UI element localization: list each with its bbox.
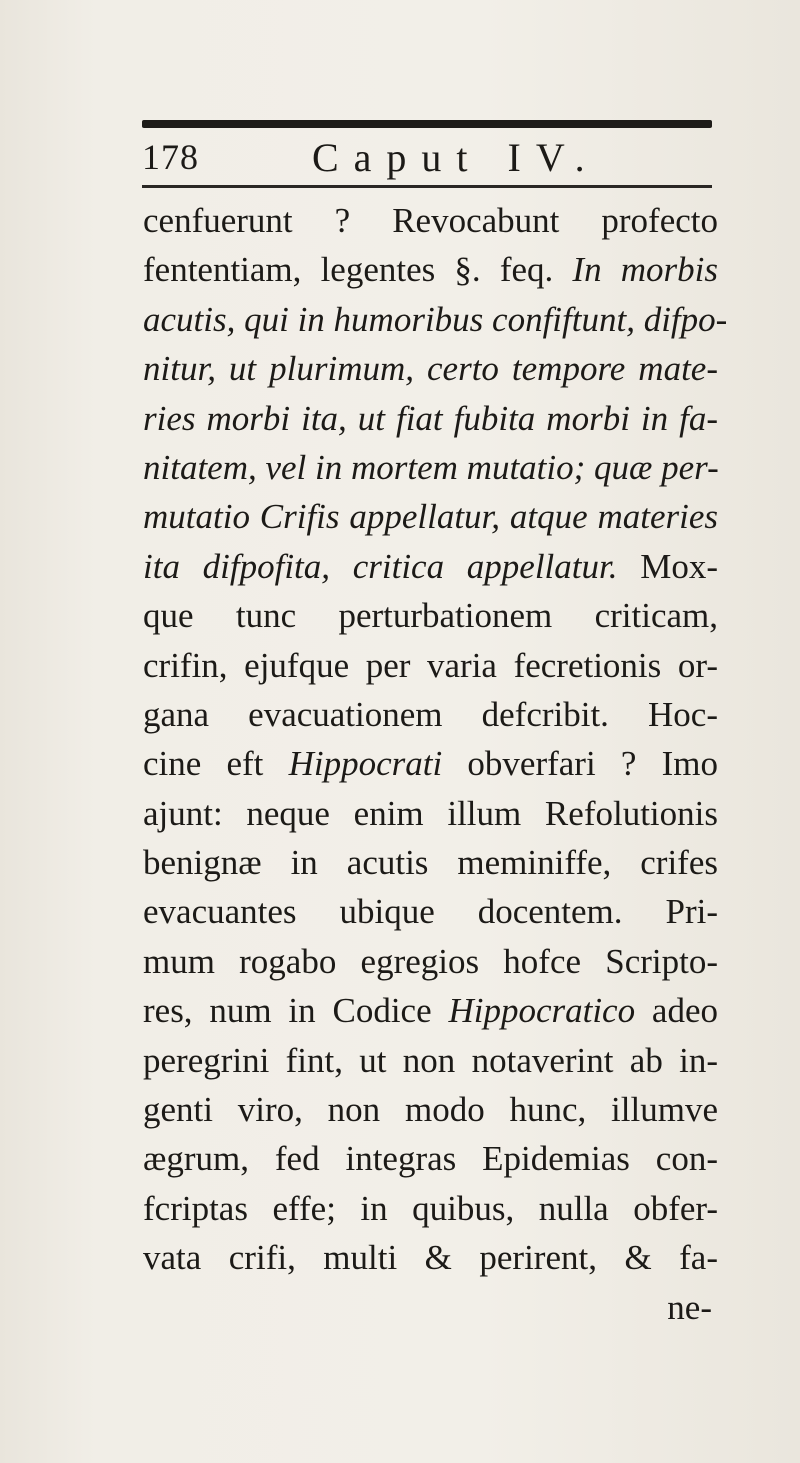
text-line	[143, 887, 718, 936]
italic-text-span: nitur, ut plurimum, certo tempore mate-	[143, 349, 718, 389]
text-line	[143, 591, 718, 640]
italic-text-span: ita difpofita, critica appellatur.	[143, 546, 618, 586]
text-span: adeo	[635, 991, 718, 1031]
text-line	[143, 641, 718, 690]
text-line	[143, 838, 718, 887]
italic-text-span: nitatem, vel in mortem mutatio; quæ per-	[143, 447, 719, 487]
text-span: gana evacuationem defcribit. Hoc-	[143, 694, 718, 734]
text-span: cine eft	[143, 744, 289, 784]
text-line	[143, 789, 718, 838]
text-line	[143, 937, 718, 986]
text-span: ægrum, fed integras Epidemias con-	[143, 1139, 718, 1179]
text-line	[143, 196, 718, 245]
text-line	[143, 295, 728, 344]
text-span: vata crifi, multi & perirent, & fa-	[143, 1238, 718, 1278]
italic-text-span: Hippocrati	[288, 744, 443, 784]
body-text	[143, 196, 728, 1332]
text-line	[143, 344, 718, 393]
text-span: res, num in Codice	[143, 991, 449, 1031]
text-span: ne-	[667, 1287, 712, 1327]
running-head: Caput IV.	[312, 135, 600, 180]
text-line	[143, 1184, 718, 1233]
top-rule	[142, 120, 712, 128]
text-span: mum rogabo egregios hofce Scripto-	[143, 941, 718, 981]
italic-text-span: mutatio Crifis appellatur, atque materies	[143, 497, 718, 537]
text-line	[143, 986, 718, 1035]
text-line	[143, 1085, 718, 1134]
text-span: peregrini fint, ut non notaverint ab in-	[143, 1040, 718, 1080]
italic-text-span: acutis, qui in humoribus confiftunt, difpo-	[143, 299, 728, 339]
header-rule	[142, 185, 712, 188]
text-span: benignæ in acutis meminiffe, crifes	[143, 843, 718, 883]
italic-text-span: In morbis	[572, 250, 718, 290]
text-span: evacuantes ubique docentem. Pri-	[143, 892, 718, 932]
text-line	[143, 690, 718, 739]
page-number: 178	[142, 137, 199, 177]
text-span: fcriptas effe; in quibus, nulla obfer-	[143, 1188, 718, 1228]
text-span: obverfari ? Imo	[442, 744, 718, 784]
text-line	[143, 492, 718, 541]
text-span: crifin, ejufque per varia fecretionis or-	[143, 645, 718, 685]
text-span: que tunc perturbationem criticam,	[143, 596, 718, 636]
italic-text-span: ries morbi ita, ut fiat fubita morbi in fa-	[143, 398, 718, 438]
text-line	[143, 1036, 718, 1085]
text-span: genti viro, non modo hunc, illumve	[143, 1090, 718, 1130]
page-header	[142, 130, 712, 186]
text-line	[143, 443, 718, 492]
text-line	[143, 245, 718, 294]
text-line	[143, 1134, 718, 1183]
text-line	[143, 542, 718, 591]
text-line	[143, 1283, 718, 1332]
text-line	[143, 739, 718, 788]
text-span: fententiam, legentes §. feq.	[143, 250, 573, 290]
text-span: ajunt: neque enim illum Refolutionis	[143, 793, 718, 833]
text-line	[143, 394, 718, 443]
text-line	[143, 1233, 718, 1282]
text-span: Mox-	[617, 546, 718, 586]
text-span: cenfuerunt ? Revocabunt profecto	[143, 201, 718, 240]
italic-text-span: Hippocratico	[448, 991, 636, 1031]
